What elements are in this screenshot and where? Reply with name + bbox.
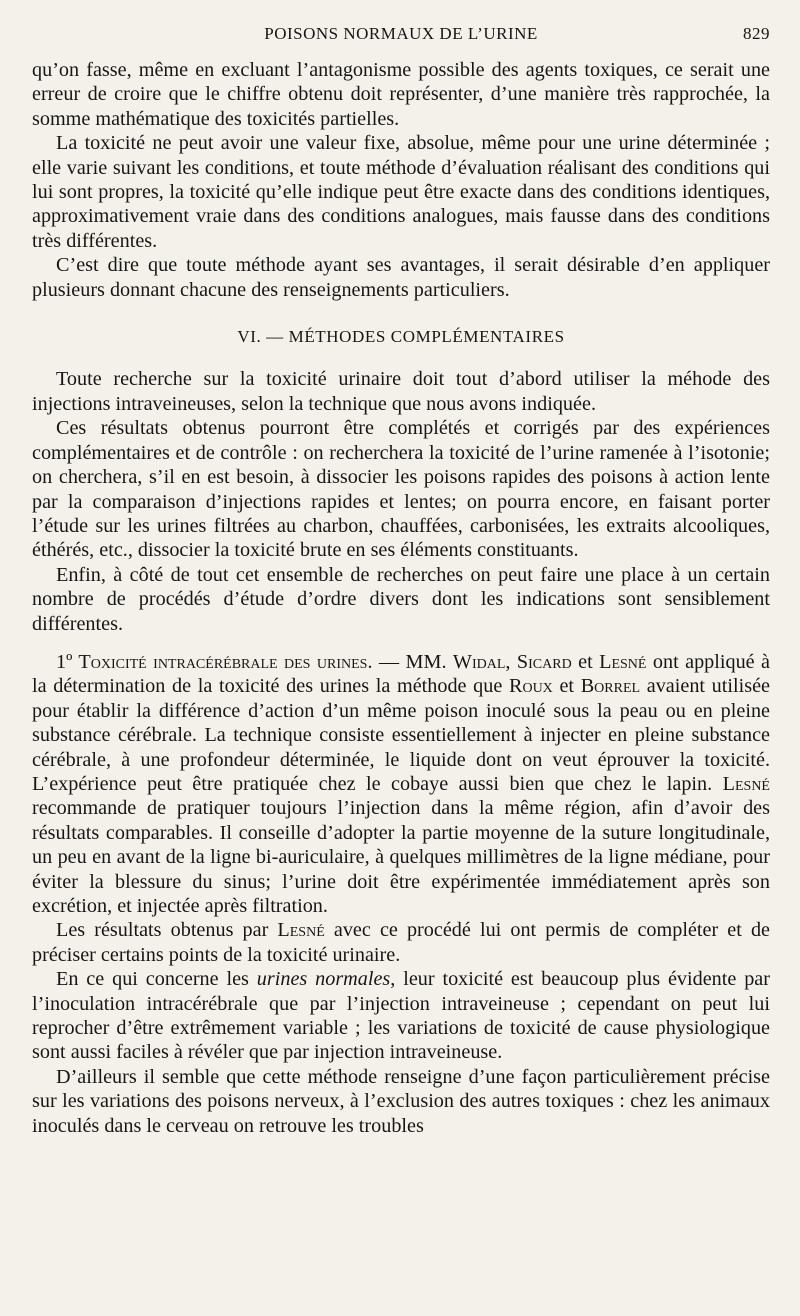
paragraph — [32, 967, 770, 1065]
section-heading: VI. — MÉTHODES COMPLÉMENTAIRES — [237, 327, 565, 347]
running-header — [32, 24, 770, 54]
paragraph: Toute recherche sur la toxicité urinaire doit tout d’abord utiliser la méhode des injections intraveineuses, selon la technique que nous avons indiquée. — [32, 368, 770, 415]
author-name: Lesné — [599, 650, 647, 673]
paragraph — [32, 918, 770, 967]
author-name: Roux — [509, 675, 553, 698]
paragraph: La toxicité ne peut avoir une valeur fixe, absolue, même pour une urine déterminée ; elle varie suivant les conditions, et toute méthode d’évaluation réalisant des conditions qui lui sont propres, la toxicité qu’elle indique peut être exacte dans des conditions identiques, approximativement vraie dans des conditions analogues, mais fausse dans des conditions très différentes. — [32, 132, 770, 252]
author-name: Sicard — [516, 650, 572, 673]
author-name: Lesné — [722, 772, 770, 795]
running-title: POISONS NORMAUX DE L’URINE — [264, 24, 538, 43]
text-span: recommande de pratiquer toujours l’injection dans la même région, afin d’avoir des résultats comparables. Il conseille d’adopter la partie moyenne de la suture longitudinale, un peu en avant de la ligne bi-auriculaire, à quelques millimètres de la ligne médiane, pour éviter la blessure du sinus; l’urine doit être expérimentée immédiatement après son excrétion, et injectée après filtration. — [32, 797, 770, 917]
subsection-label: 1º Toxicité intracérébrale des urines. — [56, 650, 373, 673]
author-name: Borrel — [580, 675, 641, 698]
text-span: , — [505, 650, 517, 673]
text-span: En ce qui concerne les — [56, 968, 257, 991]
paragraph: Enfin, à côté de tout cet ensemble de recherches on peut faire une place à un certain nombre de procédés d’étude d’ordre divers dont les indications sont sensiblement différentes. — [32, 563, 770, 635]
spacer — [32, 636, 770, 650]
text-span: avec ce procédé lui ont permis de compléter et de préciser certains points de la toxicité urinaire. — [32, 919, 771, 966]
author-name: Lesné — [277, 919, 325, 942]
text-span: et — [552, 675, 581, 698]
paragraph: D’ailleurs il semble que cette méthode renseigne d’une façon particulièrement précise sur les variations des poisons nerveux, à l’exclusion des autres toxiques : chez les animaux inoculés dans le cerveau on retrouve les troubles — [32, 1065, 770, 1137]
text-span: ont appliqué à la détermination de la toxicité des urines la méthode que — [32, 650, 771, 698]
page-number: 829 — [743, 24, 770, 43]
author-name: Widal — [452, 650, 506, 673]
paragraph: Ces résultats obtenus pourront être complétés et corrigés par des expériences complémentaires et de contrôle : on recherchera la toxicité de l’urine ramenée à l’isotonie; on cherchera, s’il en est besoin, à dissocier les poisons rapides des poisons à action lente par la comparaison d’injections rapides et lentes; on pourra encore, en faisant porter l’étude sur les urines filtrées au charbon, chauffées, carbonisées, les extraits alcooliques, éthérés, etc., dissocier la toxicité brute en ses éléments constituants. — [32, 417, 770, 562]
text-span: , leur toxicité est beaucoup plus évidente par l’inoculation intracérébrale que par l’injection intraveineuse ; cependant on peut lui reprocher d’être extrêmement variable ; les variations de toxicité de cause physiologique sont aussi faciles à révéler que par injection intraveineuse. — [32, 968, 770, 1064]
subsection-paragraph — [32, 650, 770, 918]
paragraph: qu’on fasse, même en excluant l’antagonisme possible des agents toxiques, ce serait une erreur de croire que le chiffre obtenu doit représenter, d’une manière très rapprochée, la somme mathématique des toxicités partielles. — [32, 59, 770, 130]
text-span: Les résultats obtenus par — [56, 919, 278, 942]
text-span: avaient utilisée pour établir la différence d’action d’un même poison inoculé sous la peau ou en pleine substance cérébrale. La technique consiste essentiellement à injecter en pleine substance cérébrale, à une profondeur déterminée, le liquide dont on veut éprouver la toxicité. L’expérience peut être pratiquée chez le cobaye aussi bien que chez le lapin. — [32, 675, 770, 795]
text-span: — — [372, 650, 406, 673]
italic-term: urines normales — [256, 968, 391, 991]
page-body — [32, 58, 770, 1138]
paragraph: C’est dire que toute méthode ayant ses avantages, il serait désirable d’en appliquer plusieurs donnant chacune des renseignements particuliers. — [32, 254, 770, 301]
text-span: et — [571, 650, 600, 673]
text-span: MM. — [405, 650, 453, 673]
